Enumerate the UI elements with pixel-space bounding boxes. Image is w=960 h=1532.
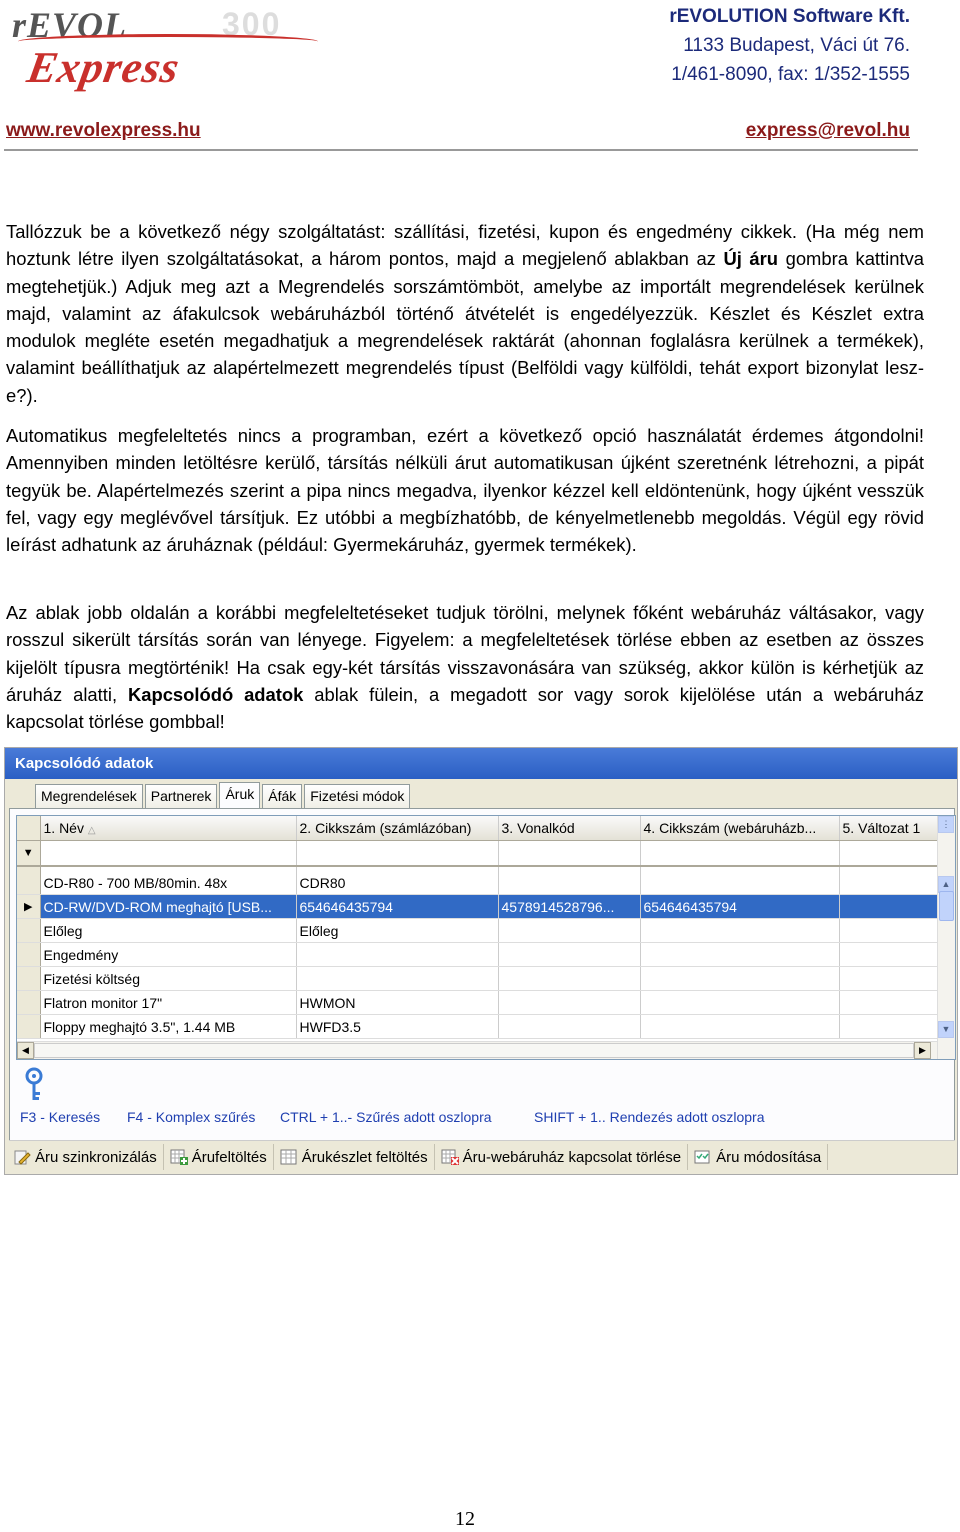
logo-number-text: 300 [222, 6, 282, 42]
table-row[interactable] [17, 871, 939, 895]
company-phone: 1/461-8090, fax: 1/352-1555 [671, 64, 910, 85]
row-indicator[interactable] [17, 991, 40, 1015]
email-link[interactable]: express@revol.hu [745, 120, 910, 141]
cell[interactable]: Engedmény [40, 943, 296, 967]
cell[interactable] [498, 871, 640, 895]
row-indicator[interactable] [17, 967, 40, 991]
tab-partnerek[interactable]: Partnerek [145, 784, 218, 808]
cell[interactable]: CD-RW/DVD-ROM meghajtó [USB... [40, 895, 296, 919]
table-row[interactable] [17, 943, 939, 967]
filter-row [17, 841, 939, 867]
cell[interactable]: 654646435794 [640, 895, 839, 919]
cell[interactable]: HWFD3.5 [296, 1015, 498, 1039]
arufeltoltes-label: Árufeltöltés [191, 1148, 267, 1166]
cell[interactable] [839, 871, 939, 895]
cell[interactable]: Fizetési költség [40, 967, 296, 991]
arukeszlet-feltoltes-button[interactable] [276, 1144, 435, 1170]
window-title: Kapcsolódó adatok [5, 748, 957, 779]
kapcsolat-torlese-label: Áru-webáruház kapcsolat törlése [462, 1148, 682, 1166]
cell[interactable] [498, 1015, 640, 1039]
shortcut-f3: F3 - Keresés [20, 1109, 101, 1125]
cell[interactable] [640, 1015, 839, 1039]
header-divider [4, 149, 918, 151]
cell[interactable] [839, 895, 939, 919]
table-row[interactable] [17, 967, 939, 991]
arufeltoltes-button[interactable] [166, 1144, 274, 1170]
row-indicator[interactable] [17, 919, 40, 943]
aru-modositasa-label: Áru módosítása [716, 1148, 822, 1166]
delete-link-icon [441, 1148, 459, 1166]
filter-dropdown-icon[interactable]: ▼ [17, 841, 40, 867]
table-row-selected[interactable] [17, 895, 939, 919]
cell[interactable]: Előleg [296, 919, 498, 943]
column-header-nev[interactable] [40, 816, 296, 841]
header-corner [17, 816, 40, 841]
cell[interactable] [640, 967, 839, 991]
tab-strip [35, 784, 412, 808]
sync-edit-icon [13, 1148, 31, 1166]
cell[interactable]: Flatron monitor 17" [40, 991, 296, 1015]
column-header-valtozat[interactable]: 5. Változat 1 [839, 816, 939, 841]
shortcut-ctrl: CTRL + 1..- Szűrés adott oszlopra [280, 1109, 492, 1125]
action-toolbar [9, 1140, 955, 1173]
column-header-cikkszam-web[interactable]: 4. Cikkszám (webáruházb... [640, 816, 839, 841]
column-chooser-icon[interactable]: ⋮ [938, 816, 954, 833]
row-indicator[interactable] [17, 871, 40, 895]
grid-header-row [17, 816, 939, 841]
current-row-arrow-icon[interactable]: ▶ [17, 895, 40, 919]
grid-table [17, 816, 940, 1039]
cell[interactable] [498, 943, 640, 967]
row-indicator[interactable] [17, 1015, 40, 1039]
tab-fizetesi-modok[interactable]: Fizetési módok [304, 784, 410, 808]
horizontal-scroll-thumb[interactable] [34, 1043, 914, 1058]
cell[interactable] [640, 991, 839, 1015]
cell[interactable] [296, 943, 498, 967]
column-header-nev-label: 1. Név [43, 820, 84, 836]
vertical-scrollbar[interactable] [937, 816, 955, 1059]
cell[interactable] [640, 871, 839, 895]
scroll-up-icon[interactable]: ▲ [938, 876, 954, 893]
cell[interactable]: CDR80 [296, 871, 498, 895]
paragraph-3-part-a: Az ablak jobb oldalán a korábbi megfeleltetéseket tudjuk törölni, melynek főként webáruház váltásakor, vagy rosszul sikerült társítás során van lényege. Figyelem: a megfeleltetések törlése ebben az esetben az összes kijelölt típusra megtörténik! Ha csak egy-két társítás visszavonására van szükség, akkor külön is kérhetjük az áruház alatti, [6, 602, 924, 705]
paragraph-3-bold-kapcsolodo: Kapcsolódó adatok [127, 683, 304, 705]
cell[interactable]: 4578914528796... [498, 895, 640, 919]
website-link[interactable]: www.revolexpress.hu [6, 120, 201, 141]
shortcut-f4: F4 - Komplex szűrés [127, 1109, 256, 1125]
cell[interactable] [498, 919, 640, 943]
filter-cell[interactable] [296, 841, 498, 867]
cell[interactable] [839, 919, 939, 943]
cell[interactable] [839, 1015, 939, 1039]
row-indicator[interactable] [17, 943, 40, 967]
stock-grid-icon [280, 1148, 298, 1166]
cell[interactable]: Előleg [40, 919, 296, 943]
tab-afak[interactable]: Áfák [262, 784, 302, 808]
aru-szinkronizalas-button[interactable] [9, 1144, 164, 1170]
paragraph-2: Automatikus megfeleltetés nincs a programban, ezért a következő opció használatát érdemes átgondolni! Amennyiben minden letöltésre kerülő, társítás nélküli árut automatikusan újként szeretnénk létrehozni, a pipát tegyük be. Alapértelmezés szerint a pipa nincs megadva, ilyenkor kézzel kell eldöntenünk, hogy újként vesszük fel, vagy egy meglévővel társítjuk. Ez utóbbi a megbízhatóbb, de kényelmetlenebb megoldás. Végül egy rövid leírást adhatunk az áruháznak (például: Gyermekáruház, gyermek termékek). [6, 425, 924, 556]
filter-cell[interactable] [839, 841, 939, 867]
cell[interactable] [296, 967, 498, 991]
scroll-down-icon[interactable]: ▼ [938, 1021, 954, 1038]
paragraph-1-part-a: Tallózzuk be a következő négy szolgáltatást: szállítási, fizetési, kupon és engedmény cikkek. (Ha még nem hoztunk létre ilyen szolgáltatásokat, a három pontos, majd a megjelenő ablakban az [6, 221, 924, 270]
page-number: 12 [455, 1508, 475, 1530]
key-icon[interactable] [24, 1067, 44, 1103]
paragraph-1-part-c: gombra kattintva megtehetjük.) Adjuk meg azt a Megrendelés sorszámtömböt, amelybe az importált megrendelések kerülnek majd, valamint az áfakulcsok webáruházból történő átvételét is engedélyezzük. Készlet és Készlet extra modulok megléte esetén megadhatjuk a megrendelések raktárát (ahonnan foglalásra kerülnek a termékek), valamint beállíthatjuk az alapértelmezett megrendelés típust (Belföldi vagy külföldi, tehát export bizonylat lesz-e?). [6, 248, 924, 406]
kapcsolodo-adatok-window [4, 747, 958, 1175]
kapcsolat-torlese-button[interactable] [437, 1144, 688, 1170]
paragraph-1-bold-uj-aru: Új áru [723, 248, 779, 270]
cell[interactable] [839, 991, 939, 1015]
company-name: rEVOLUTION Software Kft. [669, 6, 910, 27]
data-grid [16, 815, 956, 1060]
cell[interactable] [839, 943, 939, 967]
paragraph-3-part-c: ablak fülein, a megadott sor vagy sorok kijelölése után a webáruház kapcsolat törlése gombbal! [6, 683, 924, 733]
aru-modositasa-button[interactable] [690, 1144, 828, 1170]
column-header-vonalkod[interactable]: 3. Vonalkód [498, 816, 640, 841]
cell[interactable]: 654646435794 [296, 895, 498, 919]
paragraph-3 [6, 599, 924, 735]
aru-szinkronizalas-label: Áru szinkronizálás [35, 1148, 157, 1166]
cell[interactable]: HWMON [296, 991, 498, 1015]
tab-megrendelesek[interactable]: Megrendelések [35, 784, 143, 808]
tab-aruk[interactable]: Áruk [219, 782, 260, 808]
table-row[interactable] [17, 1015, 939, 1039]
edit-checklist-icon [694, 1148, 712, 1166]
arukeszlet-feltoltes-label: Árukészlet feltöltés [301, 1148, 428, 1166]
filter-cell[interactable] [498, 841, 640, 867]
cell[interactable] [839, 967, 939, 991]
table-row[interactable] [17, 991, 939, 1015]
table-row[interactable] [17, 919, 939, 943]
company-address: 1133 Budapest, Váci út 76. [683, 35, 910, 56]
logo-revol-text: rEVOL [12, 5, 128, 45]
revol-express-logo [8, 4, 328, 100]
cell[interactable] [640, 919, 839, 943]
scroll-thumb[interactable] [939, 891, 954, 921]
sort-asc-icon: △ [87, 825, 96, 836]
cell[interactable]: CD-R80 - 700 MB/80min. 48x [40, 871, 296, 895]
column-header-cikkszam[interactable]: 2. Cikkszám (számlázóban) [296, 816, 498, 841]
filter-cell[interactable] [40, 841, 296, 867]
cell[interactable]: Floppy meghajtó 3.5", 1.44 MB [40, 1015, 296, 1039]
paragraph-1 [6, 218, 924, 409]
cell[interactable] [498, 967, 640, 991]
scroll-right-icon[interactable]: ▶ [914, 1042, 931, 1059]
logo-express-text: Express [23, 43, 184, 92]
add-grid-icon [170, 1148, 188, 1166]
shortcut-shift: SHIFT + 1.. Rendezés adott oszlopra [534, 1109, 765, 1125]
filter-cell[interactable] [640, 841, 839, 867]
horizontal-scrollbar[interactable] [17, 1041, 937, 1059]
tab-panel [9, 808, 955, 1168]
cell[interactable] [640, 943, 839, 967]
company-info [669, 2, 910, 89]
scroll-left-icon[interactable]: ◀ [17, 1042, 34, 1059]
cell[interactable] [498, 991, 640, 1015]
